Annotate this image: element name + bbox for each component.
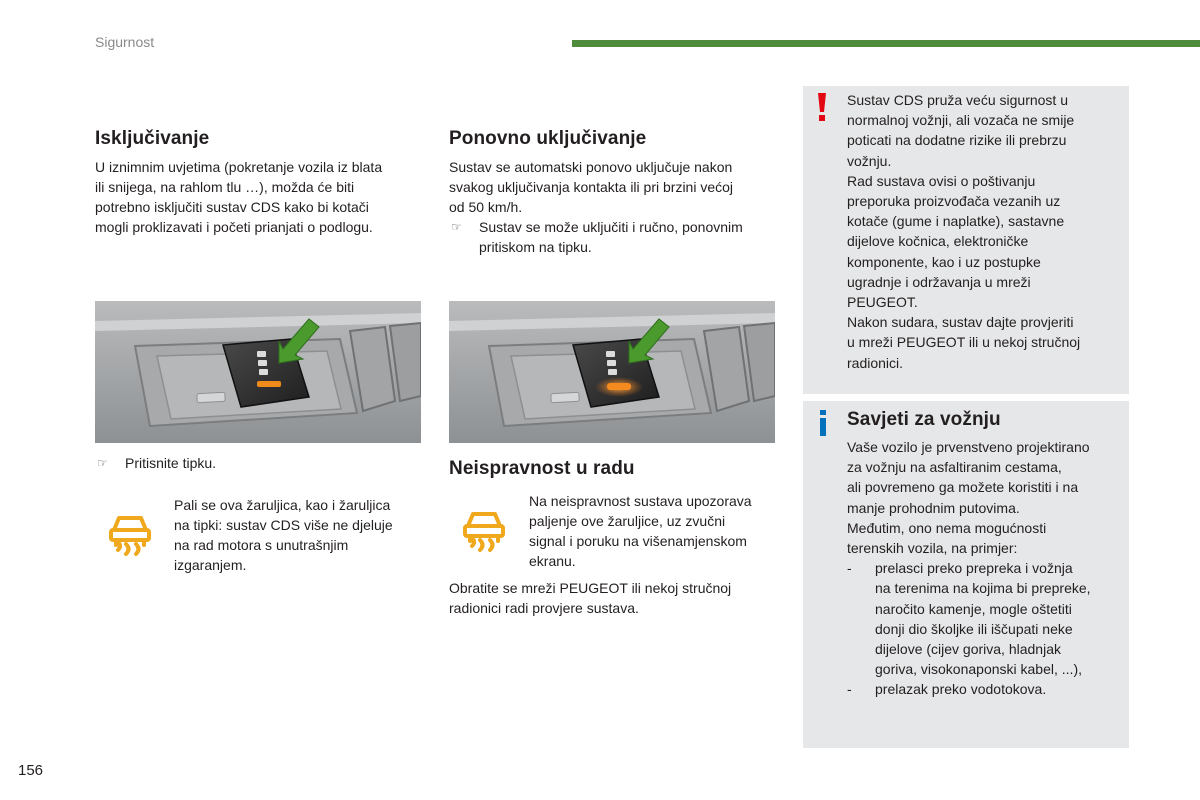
warning-box [803, 86, 1129, 394]
footer-line: Obratite se mreži PEUGEOT ili nekoj stručnoj [449, 580, 732, 596]
warning-box-line: radionici. [847, 354, 904, 371]
fault-footer [449, 578, 779, 618]
body-line: svakog uključivanja kontakta ili pri brzini većoj [449, 179, 734, 195]
warning-line: Pali se ova žaruljica, kao i žaruljica [174, 497, 391, 513]
section-title: Sigurnost [95, 34, 155, 50]
middle-body-paragraph [449, 157, 779, 217]
warning-box-line: komponente, kao i uz postupke [847, 253, 1041, 270]
dash-marker: - [847, 560, 852, 577]
info-line: terenskih vozila, na primjer: [847, 540, 1018, 557]
body-line: mogli proklizavati i početi prianjati o podlogu. [95, 219, 373, 235]
skidding-car-warning-icon [104, 508, 156, 560]
info-box-text [847, 437, 1123, 700]
warning-line: na tipki: sustav CDS više ne djeluje [174, 517, 393, 533]
left-body-paragraph [95, 157, 425, 237]
warning-box-line: Rad sustava ovisi o poštivanju [847, 172, 1036, 189]
exclamation-icon [815, 92, 829, 122]
info-line: manje prohodnim putovima. [847, 499, 1020, 516]
warning-box-line: Nakon sudara, sustav dajte provjeriti [847, 314, 1074, 331]
warning-box-line: preporuka proizvođača vezanih uz [847, 193, 1061, 210]
bullet-text: Pritisnite tipku. [125, 455, 217, 471]
bullet-line: pritiskom na tipku. [479, 239, 592, 255]
heading-isklucivanje: Isključivanje [95, 128, 210, 149]
info-box-title: Savjeti za vožnju [847, 409, 1001, 430]
pointing-hand-icon: ☞ [97, 456, 108, 470]
warning-box-line: dijelove kočnica, elektroničke [847, 233, 1029, 250]
heading-neispravnost: Neispravnost u radu [449, 458, 635, 479]
warning-box-line: kotače (gume i naplatke), sastavne [847, 213, 1065, 230]
page-number: 156 [18, 762, 44, 779]
warning-box-line: ugradnje i održavanja u mreži [847, 273, 1031, 290]
left-bullet [95, 453, 425, 473]
info-line: Međutim, ono nema mogućnosti [847, 519, 1047, 536]
info-icon [818, 410, 828, 436]
heading-ponovno-ukljucivanje: Ponovno uključivanje [449, 128, 647, 149]
warning-box-line: Sustav CDS pruža veću sigurnost u [847, 92, 1068, 108]
warning-box-line: PEUGEOT. [847, 294, 918, 311]
list-item-line: na terenima na kojima bi prepreke, [875, 580, 1091, 597]
fault-line: signal i poruku na višenamjenskom [529, 533, 747, 549]
footer-line: radionici radi provjere sustava. [449, 600, 639, 616]
list-item [847, 679, 1123, 699]
header-accent-bar [572, 40, 1200, 47]
list-item-line: prelasci preko prepreka i vožnja [875, 560, 1073, 577]
list-item [847, 558, 1123, 679]
list-item-line: goriva, visokonaponski kabel, ...), [875, 661, 1082, 678]
warning-box-line: normalnoj vožnji, ali vozača ne smije [847, 112, 1075, 129]
body-line: Sustav se automatski ponovo uključuje nakon [449, 159, 733, 175]
pointing-hand-icon: ☞ [451, 220, 462, 234]
skidding-car-warning-icon [458, 504, 510, 556]
fault-text [529, 491, 779, 571]
warning-box-line: vožnju. [847, 152, 892, 169]
cds-off-button-photo [95, 301, 421, 443]
fault-line: ekranu. [529, 553, 576, 569]
warning-line: na rad motora s unutrašnjim [174, 537, 349, 553]
list-item-line: donji dio školjke ili iščupati neke [875, 620, 1073, 637]
list-item-line: dijelove (cijev goriva, hladnjak [875, 641, 1061, 658]
fault-line: paljenje ove žaruljice, uz zvučni [529, 513, 726, 529]
fault-line: Na neispravnost sustava upozorava [529, 493, 752, 509]
body-line: U iznimnim uvjetima (pokretanje vozila iz blata [95, 159, 383, 175]
middle-bullet [449, 217, 779, 257]
warning-box-line: poticati na dodatne rizike ili prebrzu [847, 132, 1067, 149]
body-line: potrebno isključiti sustav CDS kako bi kotači [95, 199, 369, 215]
warning-box-text [847, 90, 1122, 373]
info-line: za vožnju na asfaltiranim cestama, [847, 459, 1062, 476]
bullet-line: Sustav se može uključiti i ručno, ponovnim [479, 219, 743, 235]
left-warning-text [174, 495, 424, 575]
warning-line: izgaranjem. [174, 557, 247, 573]
cds-on-button-photo [449, 301, 775, 443]
list-item-line: naročito kamenje, mogle oštetiti [875, 600, 1072, 617]
info-line: ali povremeno ga možete koristiti i na [847, 479, 1079, 496]
warning-box-line: u mreži PEUGEOT ili u nekoj stručnoj [847, 334, 1081, 351]
body-line: ili snijega, na rahlom tlu …), možda će biti [95, 179, 355, 195]
list-item-line: prelazak preko vodotokova. [875, 681, 1047, 698]
info-box [803, 401, 1129, 748]
dash-marker: - [847, 681, 852, 698]
info-line: Vaše vozilo je prvenstveno projektirano [847, 439, 1090, 455]
body-line: od 50 km/h. [449, 199, 523, 215]
